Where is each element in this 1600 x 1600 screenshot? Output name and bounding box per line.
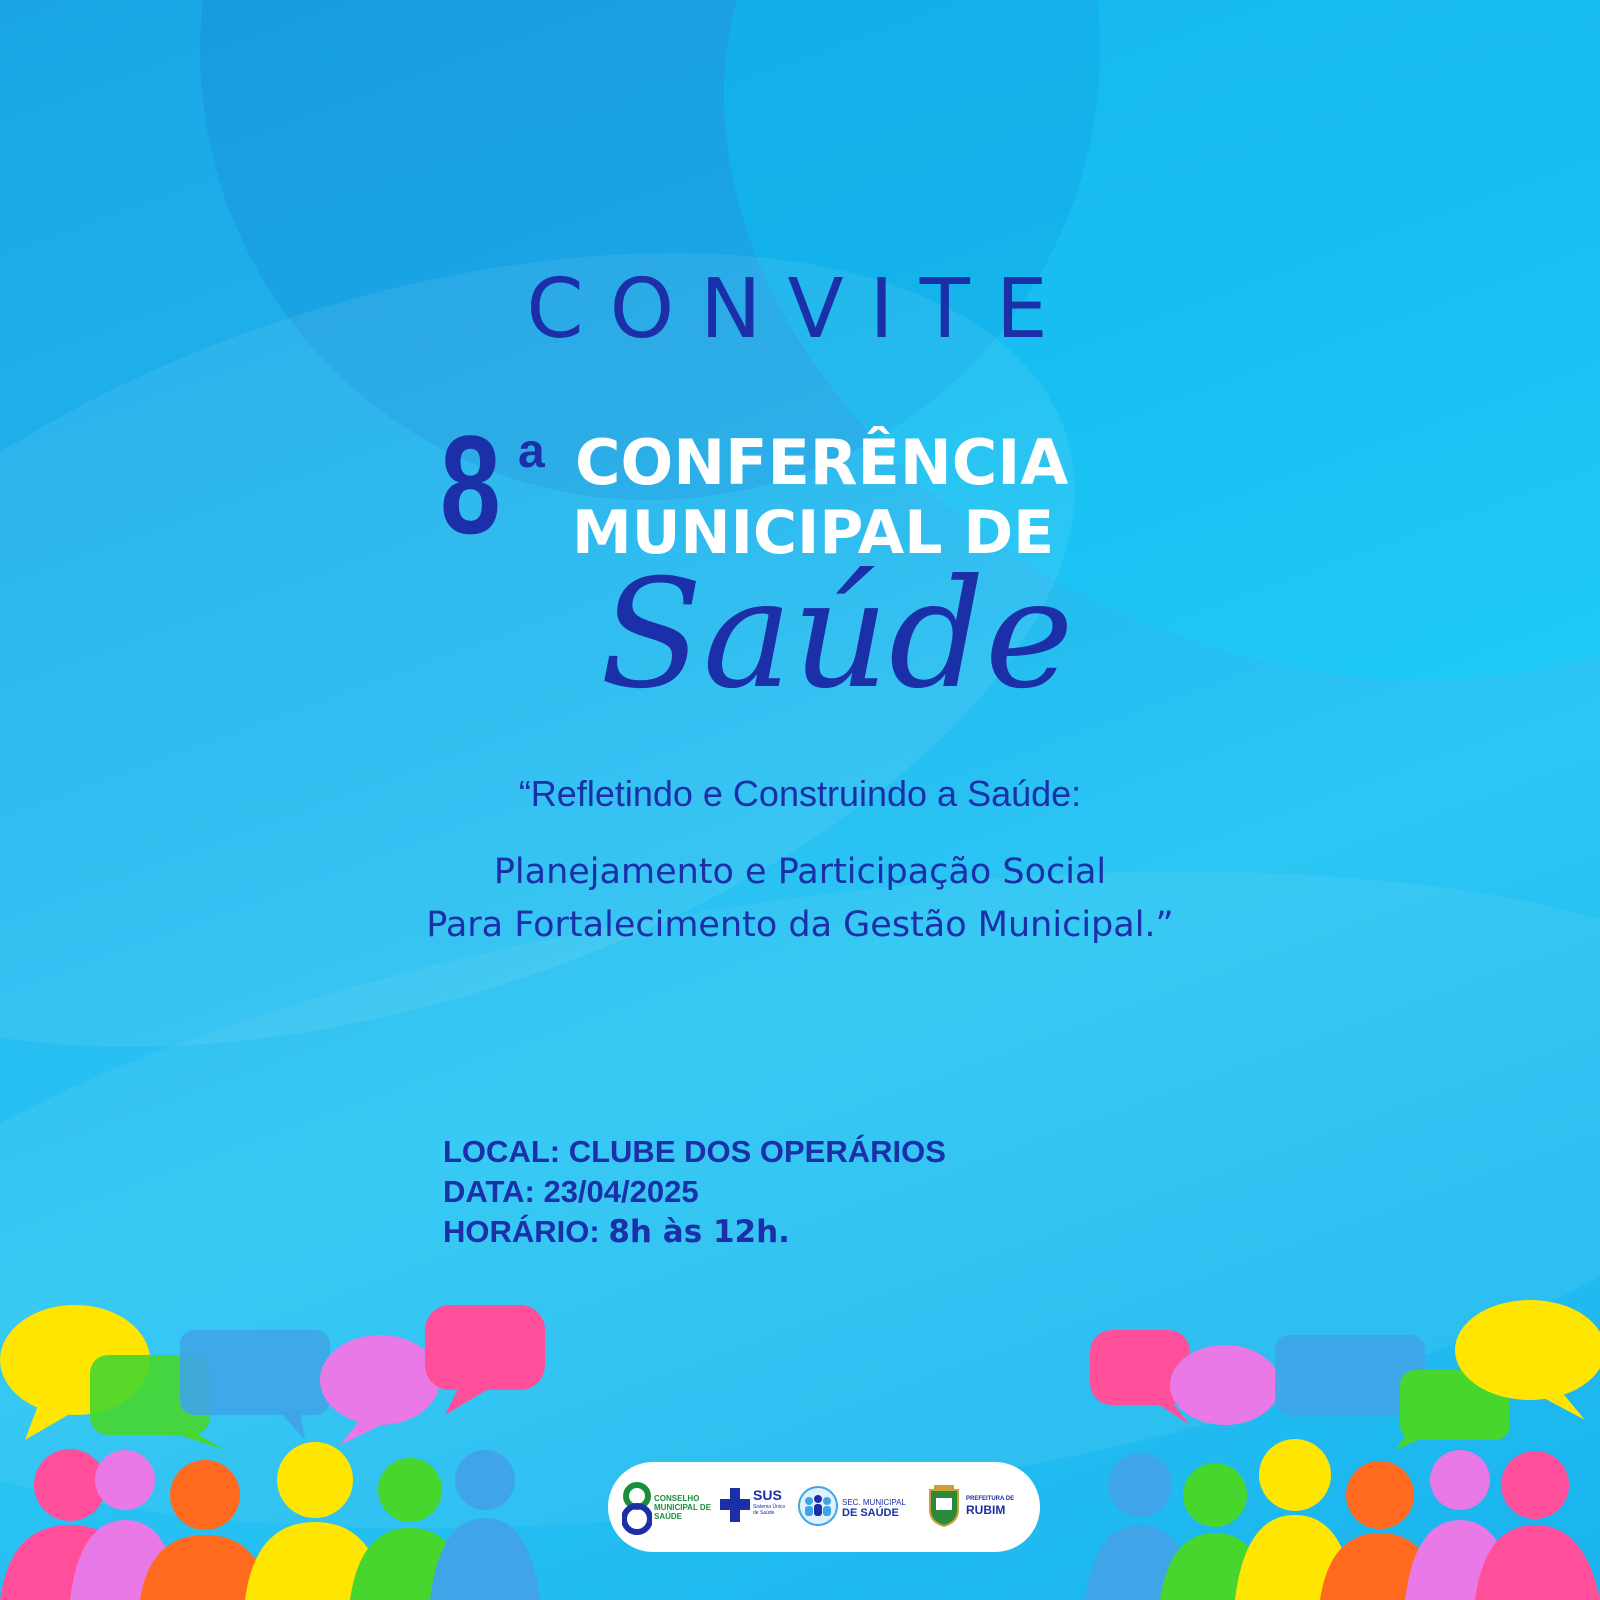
event-location xyxy=(443,1132,946,1172)
person-silhouette-icon xyxy=(1475,1451,1600,1600)
conselho-municipal-logo xyxy=(622,1476,712,1538)
conference-title-script: Saúde xyxy=(600,548,1074,722)
event-date xyxy=(443,1172,946,1212)
secretaria-saude-logo xyxy=(798,1476,918,1538)
sus-subtitle: Sistema Único de Saúde xyxy=(753,1504,786,1516)
secretaria-label-top: SEC. MUNICIPAL xyxy=(842,1498,906,1507)
people-group-icon xyxy=(798,1486,838,1526)
prefeitura-label-bottom: RUBIM xyxy=(966,1503,1006,1517)
conselho-label: CONSELHO MUNICIPAL DE SAÚDE xyxy=(654,1494,712,1521)
conference-title-line-2: MUNICIPAL DE xyxy=(572,498,1055,568)
sus-label: SUS xyxy=(753,1487,782,1503)
time-value: 8h às 12h. xyxy=(608,1214,790,1250)
theme-line-3: Para Fortalecimento da Gestão Municipal.” xyxy=(426,905,1174,945)
coat-of-arms-icon xyxy=(926,1484,962,1528)
speech-bubble-icon xyxy=(425,1305,545,1415)
sus-cross-icon xyxy=(720,1488,750,1522)
secretaria-label-bottom: DE SAÚDE xyxy=(842,1507,899,1519)
location-label: LOCAL: xyxy=(443,1134,561,1169)
speech-bubble-icon xyxy=(1170,1345,1280,1425)
speech-bubble-icon xyxy=(320,1335,440,1445)
prefeitura-rubim-logo xyxy=(926,1476,1026,1538)
theme-line-2: Planejamento e Participação Social xyxy=(493,852,1107,892)
location-value: CLUBE DOS OPERÁRIOS xyxy=(568,1134,946,1169)
date-value: 23/04/2025 xyxy=(543,1174,699,1209)
event-details xyxy=(443,1132,946,1252)
conselho-8-icon xyxy=(622,1476,652,1538)
event-time xyxy=(443,1212,946,1252)
conference-title-line-1: CONFERÊNCIA xyxy=(575,426,1069,499)
invitation-title: CONVITE xyxy=(526,262,1074,357)
person-silhouette-icon xyxy=(430,1450,540,1600)
sus-logo xyxy=(720,1476,792,1538)
theme-line-1: “Refletindo e Construindo a Saúde: xyxy=(518,773,1082,814)
date-label: DATA: xyxy=(443,1174,535,1209)
time-label: HORÁRIO: xyxy=(443,1214,600,1249)
conference-number: 8 xyxy=(440,406,501,563)
people-and-speech-bubbles-illustration xyxy=(0,1300,1600,1600)
sponsor-logos-bar xyxy=(608,1462,1040,1552)
prefeitura-label-top: PREFEITURA DE xyxy=(966,1496,1015,1502)
ordinal-indicator: a xyxy=(518,425,545,478)
